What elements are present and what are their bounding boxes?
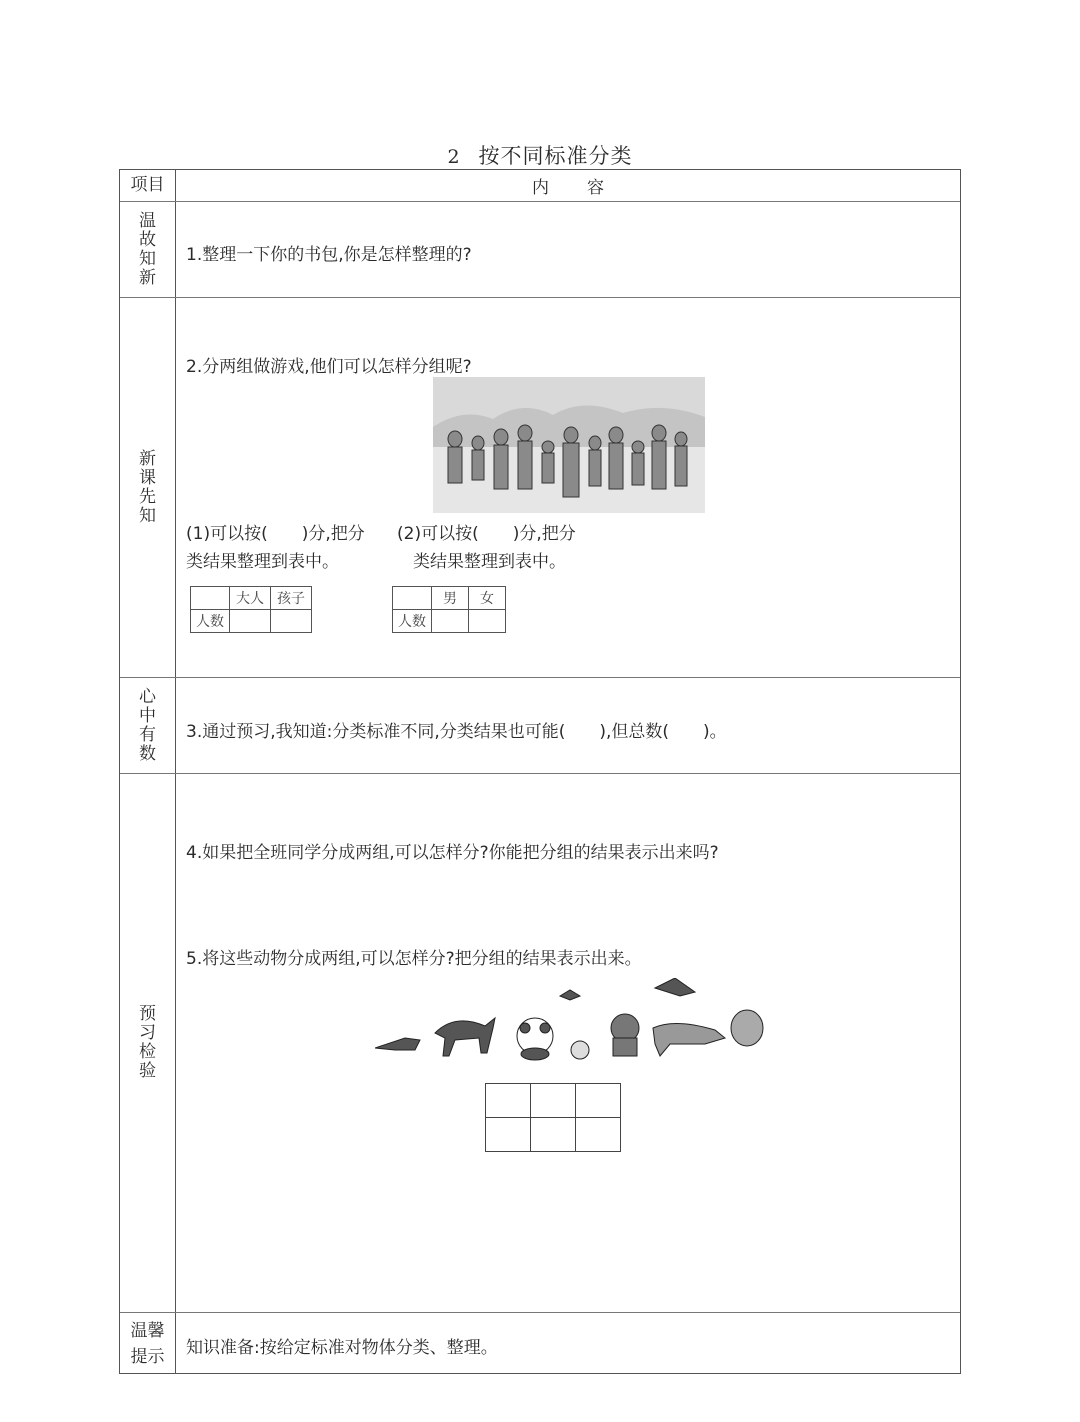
adult-child-table <box>190 586 312 633</box>
header-female: 女 <box>469 587 506 610</box>
header-child: 孩子 <box>271 587 312 610</box>
grouping-grid <box>485 1083 621 1152</box>
header-male: 男 <box>432 587 469 610</box>
row-divider <box>120 297 960 298</box>
header-item-label: 项目 <box>130 175 165 195</box>
page-title <box>0 140 1080 170</box>
worksheet-table <box>119 169 961 1374</box>
row-count-label: 人数 <box>191 610 230 633</box>
row-divider <box>120 677 960 678</box>
question-2: 2.分两组做游戏,他们可以怎样分组呢? <box>186 357 472 377</box>
question-3: 3.通过预习,我知道:分类标准不同,分类结果也可能( ),但总数( )。 <box>186 722 727 742</box>
row-label-review: 温故知新 <box>139 210 156 288</box>
lesson-title: 按不同标准分类 <box>478 144 633 168</box>
question-4: 4.如果把全班同学分成两组,可以怎样分?你能把分组的结果表示出来吗? <box>186 843 719 863</box>
question-1: 1.整理一下你的书包,你是怎样整理的? <box>186 245 472 265</box>
row-label-preview: 新课先知 <box>139 448 156 526</box>
header-content-label: 内容 <box>532 178 642 198</box>
row-divider <box>120 1312 960 1313</box>
column-divider <box>175 170 176 1373</box>
row-label-insight: 心中有数 <box>139 686 156 764</box>
header-adult: 大人 <box>230 587 271 610</box>
row-label-check: 预习检验 <box>139 1004 156 1081</box>
row-divider <box>120 773 960 774</box>
sub-question-1-line-2: 类结果整理到表中。 <box>186 552 339 572</box>
row-label-tips: 温馨提示 <box>130 1321 165 1367</box>
male-female-table <box>392 586 506 633</box>
lesson-number: 2 <box>447 146 461 168</box>
tips-text: 知识准备:按给定标准对物体分类、整理。 <box>186 1338 498 1358</box>
animals-illustration <box>375 978 775 1078</box>
row-divider <box>120 201 960 202</box>
family-group-illustration <box>433 377 705 513</box>
sub-question-2-line-2: 类结果整理到表中。 <box>413 552 566 572</box>
row-count-label: 人数 <box>393 610 432 633</box>
question-5: 5.将这些动物分成两组,可以怎样分?把分组的结果表示出来。 <box>186 949 642 969</box>
sub-question-2-line-1: (2)可以按( )分,把分 <box>397 524 576 544</box>
sub-question-1-line-1: (1)可以按( )分,把分 <box>186 524 365 544</box>
